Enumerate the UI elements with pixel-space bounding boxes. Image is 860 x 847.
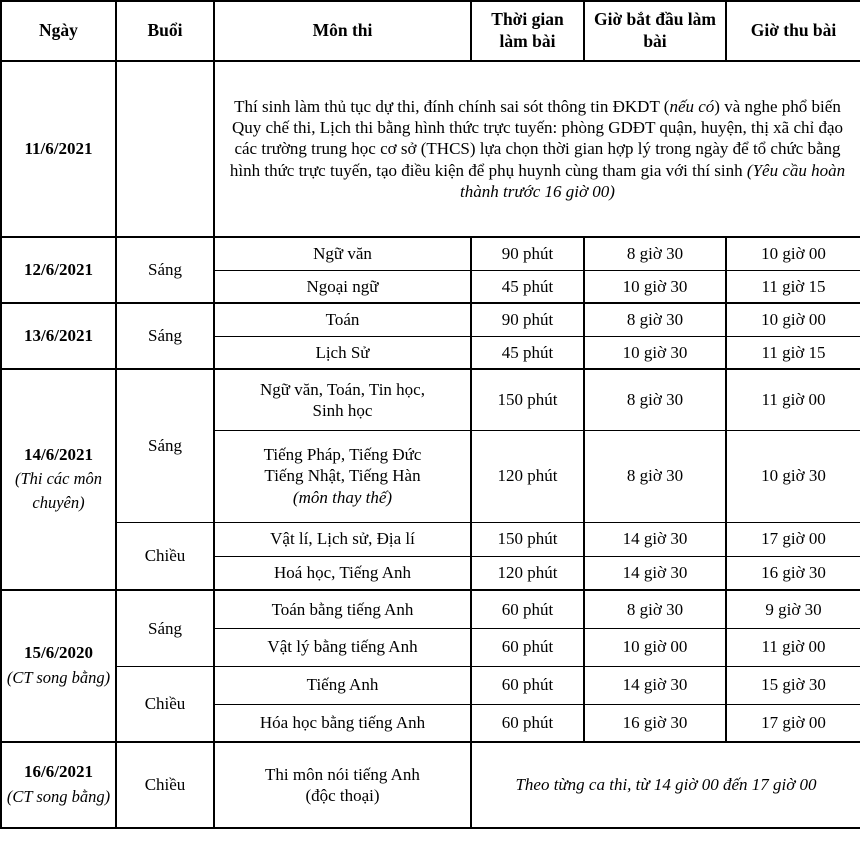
duration-cell: 60 phút (471, 666, 584, 704)
header-row (1, 1, 860, 61)
notice-cell (214, 61, 860, 237)
row-14-6-3 (1, 522, 860, 556)
row-11-6-notice (1, 61, 860, 237)
end-time-cell: 11 giờ 00 (726, 628, 860, 666)
duration-cell: 120 phút (471, 430, 584, 522)
header-cell-end: Giờ thu bài (726, 1, 860, 61)
end-time-cell: 17 giờ 00 (726, 522, 860, 556)
session-cell-13-6: Sáng (116, 303, 214, 369)
header-cell-subject: Môn thi (214, 1, 471, 61)
subject-line: (độc thoại) (305, 786, 380, 805)
start-time-cell: 14 giờ 30 (584, 556, 726, 590)
row-16-6 (1, 742, 860, 828)
subject-cell (214, 742, 471, 828)
end-time-cell: 9 giờ 30 (726, 590, 860, 628)
end-time-cell: 15 giờ 30 (726, 666, 860, 704)
session-cell-14-6-afternoon: Chiều (116, 522, 214, 590)
header-cell-start: Giờ bắt đầu làm bài (584, 1, 726, 61)
date-note: (CT song bằng) (6, 667, 111, 687)
start-time-cell: 8 giờ 30 (584, 430, 726, 522)
row-14-6-1 (1, 369, 860, 430)
start-time-cell: 10 giờ 00 (584, 628, 726, 666)
subject-note: (môn thay thế) (292, 487, 393, 507)
header-cell-duration: Thời gian làm bài (471, 1, 584, 61)
session-cell-16-6: Chiều (116, 742, 214, 828)
subject-line: Ngữ văn, Toán, Tin học, (260, 379, 425, 399)
row-13-6-1 (1, 303, 860, 336)
subject-cell: Vật lí, Lịch sử, Địa lí (214, 522, 471, 556)
date-text: 15/6/2020 (24, 643, 93, 663)
end-time-cell: 17 giờ 00 (726, 704, 860, 742)
date-cell-11-6: 11/6/2021 (1, 61, 116, 237)
header-cell-session: Buổi (116, 1, 214, 61)
duration-cell: 60 phút (471, 704, 584, 742)
end-time-cell: 10 giờ 30 (726, 430, 860, 522)
session-cell-12-6: Sáng (116, 237, 214, 303)
session-cell-14-6-morning: Sáng (116, 369, 214, 522)
header-cell-date: Ngày (1, 1, 116, 61)
date-note: (Thi các môn chuyên) (14, 469, 103, 513)
subject-cell: Vật lý bằng tiếng Anh (214, 628, 471, 666)
duration-cell: 60 phút (471, 590, 584, 628)
row-12-6-1 (1, 237, 860, 270)
end-time-cell: 10 giờ 00 (726, 237, 860, 270)
subject-cell (214, 369, 471, 430)
subject-cell: Toán (214, 303, 471, 336)
duration-cell: 90 phút (471, 237, 584, 270)
subject-line: Sinh học (312, 400, 373, 420)
start-time-cell: 10 giờ 30 (584, 270, 726, 303)
session-cell-empty (116, 61, 214, 237)
session-cell-15-6-afternoon: Chiều (116, 666, 214, 742)
start-time-cell: 10 giờ 30 (584, 336, 726, 369)
notice-text-2: ) và nghe phổ biến Quy chế thi, Lịch thi bằng hình thức trực tuyến: phòng GDĐT quận, huyện, thị xã chỉ đạo các trường trung học cơ sở (THCS) lựa chọn thời gian hợp lý trong ngày để tổ chức bằng hình thức trực tuyến, tạo điều kiện để phụ huynh cùng tham gia với thí sinh (229, 96, 844, 180)
date-cell-16-6 (1, 742, 116, 828)
subject-cell: Toán bằng tiếng Anh (214, 590, 471, 628)
subject-cell: Hóa học bằng tiếng Anh (214, 704, 471, 742)
duration-cell: 150 phút (471, 369, 584, 430)
subject-line: Tiếng Nhật, Tiếng Hàn (264, 466, 421, 486)
date-cell-13-6: 13/6/2021 (1, 303, 116, 369)
date-cell-12-6: 12/6/2021 (1, 237, 116, 303)
end-time-cell: 11 giờ 00 (726, 369, 860, 430)
start-time-cell: 8 giờ 30 (584, 369, 726, 430)
duration-cell: 90 phút (471, 303, 584, 336)
duration-cell: 45 phút (471, 270, 584, 303)
notice-italic-2: (Yêu cầu hoàn thành trước 16 giờ 00) (460, 160, 846, 201)
duration-cell: 45 phút (471, 336, 584, 369)
end-time-cell: 10 giờ 00 (726, 303, 860, 336)
date-cell-15-6 (1, 590, 116, 742)
row-15-6-1 (1, 590, 860, 628)
date-text: 16/6/2021 (24, 762, 93, 782)
subject-line: Thi môn nói tiếng Anh (265, 764, 420, 784)
start-time-cell: 16 giờ 30 (584, 704, 726, 742)
subject-cell: Lịch Sử (214, 336, 471, 369)
start-time-cell: 8 giờ 30 (584, 237, 726, 270)
duration-cell: 60 phút (471, 628, 584, 666)
end-time-cell: 11 giờ 15 (726, 270, 860, 303)
subject-cell: Hoá học, Tiếng Anh (214, 556, 471, 590)
schedule-note-cell: Theo từng ca thi, từ 14 giờ 00 đến 17 giờ 00 (471, 742, 860, 828)
start-time-cell: 14 giờ 30 (584, 666, 726, 704)
subject-cell: Ngoại ngữ (214, 270, 471, 303)
row-15-6-3 (1, 666, 860, 704)
end-time-cell: 16 giờ 30 (726, 556, 860, 590)
end-time-cell: 11 giờ 15 (726, 336, 860, 369)
date-note: (CT song bằng) (6, 786, 111, 806)
session-cell-15-6-morning: Sáng (116, 590, 214, 666)
subject-cell: Ngữ văn (214, 237, 471, 270)
notice-text-1: Thí sinh làm thủ tục dự thi, đính chính sai sót thông tin ĐKDT ( (234, 96, 670, 116)
start-time-cell: 8 giờ 30 (584, 303, 726, 336)
subject-cell (214, 430, 471, 522)
start-time-cell: 14 giờ 30 (584, 522, 726, 556)
date-cell-14-6 (1, 369, 116, 590)
notice-italic-1: nếu có (669, 96, 715, 116)
duration-cell: 150 phút (471, 522, 584, 556)
start-time-cell: 8 giờ 30 (584, 590, 726, 628)
duration-cell: 120 phút (471, 556, 584, 590)
date-text: 14/6/2021 (24, 444, 93, 464)
subject-line: Tiếng Pháp, Tiếng Đức (263, 445, 422, 465)
subject-cell: Tiếng Anh (214, 666, 471, 704)
